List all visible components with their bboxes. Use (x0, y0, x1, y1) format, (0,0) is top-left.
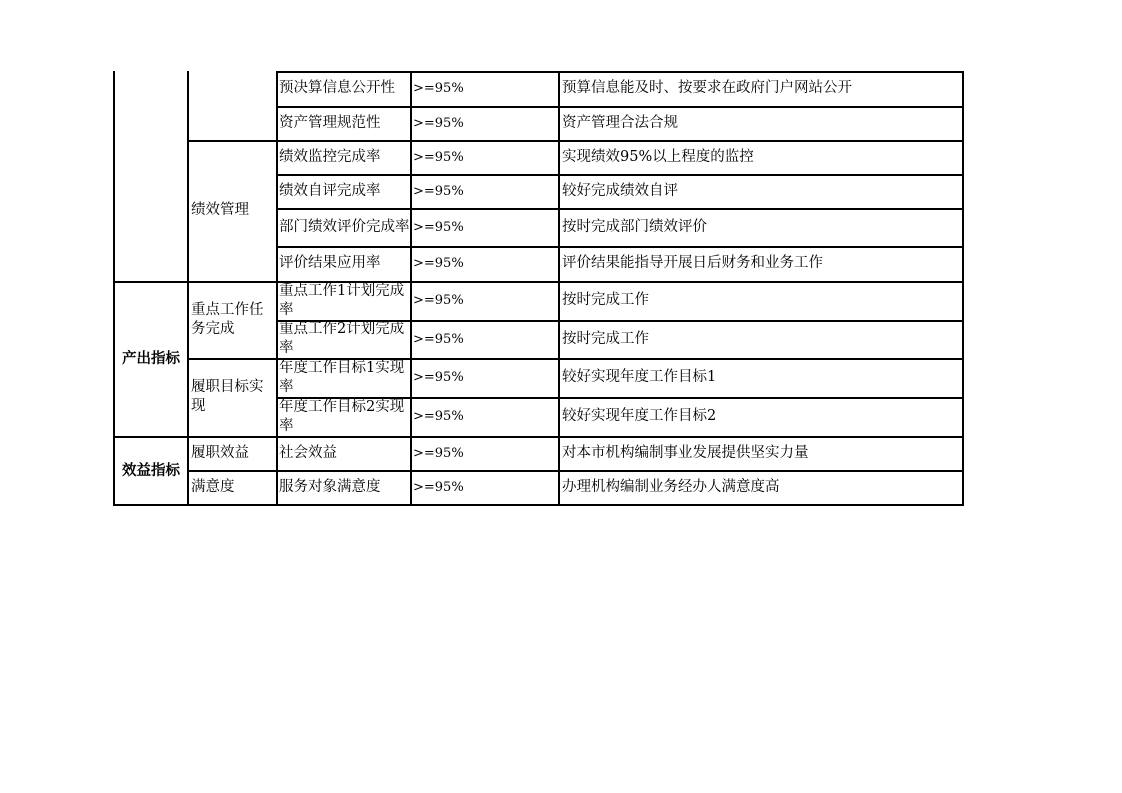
group-cell: 满意度 (191, 478, 235, 495)
target-cell: >=95% (413, 149, 464, 165)
indicator-cell: 绩效自评完成率 (279, 182, 381, 199)
target-cell: >=95% (413, 183, 464, 199)
indicator-cell: 评价结果应用率 (279, 255, 381, 271)
group-cell: 重点工作任务完成 (191, 301, 264, 337)
grid-line (113, 504, 963, 506)
description-cell: 评价结果能指导开展日后财务和业务工作 (562, 255, 823, 271)
description-cell: 较好完成绩效自评 (562, 182, 678, 199)
description-cell: 预算信息能及时、按要求在政府门户网站公开 (562, 80, 852, 96)
target-cell: >=95% (413, 479, 464, 495)
grid-line (276, 71, 278, 506)
description-cell: 按时完成工作 (562, 292, 649, 308)
target-cell: >=95% (413, 445, 464, 461)
indicator-cell: 年度工作目标1实现率 (279, 359, 405, 395)
target-cell: >=95% (413, 81, 464, 96)
description-cell: 较好实现年度工作目标1 (562, 369, 717, 385)
indicator-cell: 部门绩效评价完成率 (279, 218, 410, 235)
description-cell: 按时完成工作 (562, 330, 649, 347)
target-cell: >=95% (413, 331, 464, 347)
indicator-cell: 资产管理规范性 (279, 114, 381, 131)
target-cell: >=95% (413, 370, 464, 385)
indicator-cell: 服务对象满意度 (279, 478, 381, 495)
category-cell: 效益指标 (122, 461, 180, 479)
description-cell: 资产管理合法合规 (562, 114, 678, 131)
target-cell: >=95% (413, 115, 464, 131)
indicator-cell: 年度工作目标2实现率 (279, 398, 405, 434)
target-cell: >=95% (413, 219, 464, 235)
target-cell: >=95% (413, 409, 464, 424)
grid-line (410, 71, 412, 506)
indicator-cell: 重点工作2计划完成率 (279, 321, 405, 356)
description-cell: 对本市机构编制事业发展提供坚实力量 (562, 444, 809, 461)
group-cell: 履职效益 (191, 444, 249, 461)
description-cell: 按时完成部门绩效评价 (562, 218, 707, 235)
performance-indicator-table (113, 71, 963, 506)
group-cell: 履职目标实现 (191, 379, 264, 414)
grid-line (962, 71, 964, 506)
indicator-cell: 预决算信息公开性 (279, 80, 395, 96)
group-cell: 绩效管理 (191, 202, 249, 218)
indicator-cell: 社会效益 (279, 444, 337, 461)
target-cell: >=95% (413, 256, 464, 271)
description-cell: 较好实现年度工作目标2 (562, 408, 717, 424)
grid-line (187, 71, 189, 506)
description-cell: 实现绩效95%以上程度的监控 (562, 148, 754, 165)
indicator-cell: 绩效监控完成率 (279, 148, 381, 165)
indicator-cell: 重点工作1计划完成率 (279, 282, 405, 318)
grid-line (558, 71, 560, 506)
target-cell: >=95% (413, 293, 464, 308)
description-cell: 办理机构编制业务经办人满意度高 (562, 478, 780, 495)
category-cell: 产出指标 (122, 350, 180, 367)
